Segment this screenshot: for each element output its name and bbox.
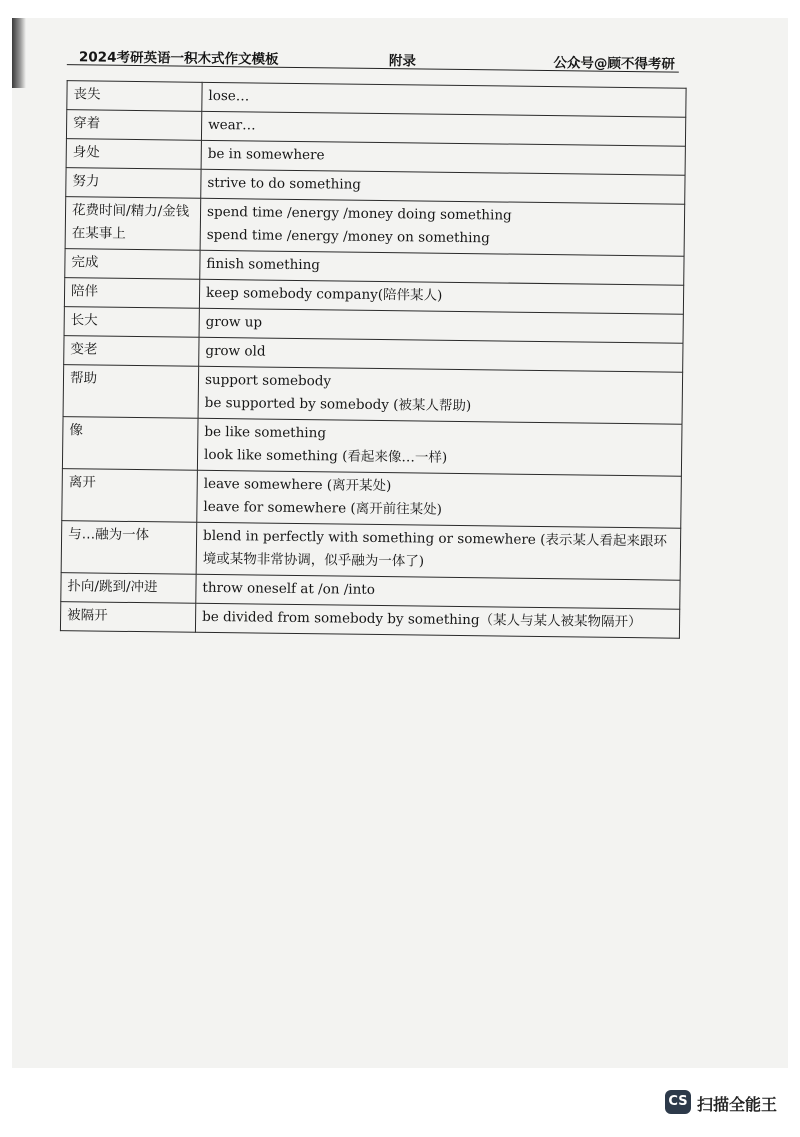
english-expression-line: be in somewhere [207,145,325,164]
english-expression-line: strive to do something [207,174,362,193]
table-row [62,417,682,477]
english-expression-line: look like something (看起来像…一样) [203,446,448,466]
chinese-term-cell: 像 [62,417,198,471]
english-expression-cell [197,418,682,476]
chinese-term-cell: 努力 [66,168,201,199]
table-row [63,365,683,425]
page-header [67,42,679,72]
english-expression-line: wear… [208,116,256,134]
chinese-term-cell: 丧失 [67,81,202,112]
chinese-term-cell: 长大 [64,307,199,338]
header-title: 2024考研英语一积木式作文模板 [78,49,279,68]
english-expression-line: lose… [208,87,250,105]
scanner-watermark [665,1090,787,1116]
english-expression-cell [200,198,685,256]
camscanner-logo-icon: CS [665,1090,691,1114]
scanner-app-name: 扫描全能王 [697,1095,778,1114]
chinese-term-cell: 与…融为一体 [61,521,197,575]
chinese-term-cell: 陪伴 [64,278,199,309]
table-row [62,469,682,529]
vocabulary-table-body [60,81,686,639]
chinese-term-cell: 变老 [64,336,199,367]
english-expression-line: be supported by somebody (被某人帮助) [204,394,472,415]
chinese-term-cell: 花费时间/精力/金钱在某事上 [65,197,201,251]
english-expression-cell [195,603,679,638]
english-expression-line: finish something [206,255,321,274]
vocabulary-table [60,80,687,639]
header-account: 公众号@顾不得考研 [553,55,675,73]
table-row [60,602,679,639]
chinese-term-cell: 离开 [62,469,198,523]
english-expression-line: throw oneself at /on /into [202,579,375,598]
english-expression-cell [197,470,682,528]
english-expression-line: leave somewhere (离开某处) [203,475,392,495]
english-expression-line: blend in perfectly with something or somewhere (表示某人看起来跟环境或某物非常协调，似乎融为一体了) [202,527,667,570]
chinese-term-cell: 身处 [66,139,201,170]
table-row [65,197,685,257]
english-expression-line: spend time /energy /money on something [206,226,490,247]
english-expression-line: grow old [205,342,266,360]
english-expression-line: spend time /energy /money doing something [206,203,512,224]
chinese-term-cell: 扑向/跳到/冲进 [61,573,196,604]
header-section: 附录 [388,53,417,70]
english-expression-line: leave for somewhere (离开前往某处) [203,498,443,518]
table-row [61,521,681,581]
english-expression-cell [196,522,681,580]
chinese-term-cell: 被隔开 [60,602,195,633]
chinese-term-cell: 完成 [65,249,200,280]
english-expression-line: be like something [204,423,327,442]
english-expression-cell [198,366,683,424]
english-expression-line: be divided from somebody by something（某人与某人被某物隔开） [202,608,642,631]
english-expression-line: support somebody [204,371,332,390]
english-expression-line: keep somebody company(陪伴某人) [205,284,443,304]
chinese-term-cell: 帮助 [63,365,199,419]
english-expression-line: grow up [205,313,263,331]
chinese-term-cell: 穿着 [66,110,201,141]
